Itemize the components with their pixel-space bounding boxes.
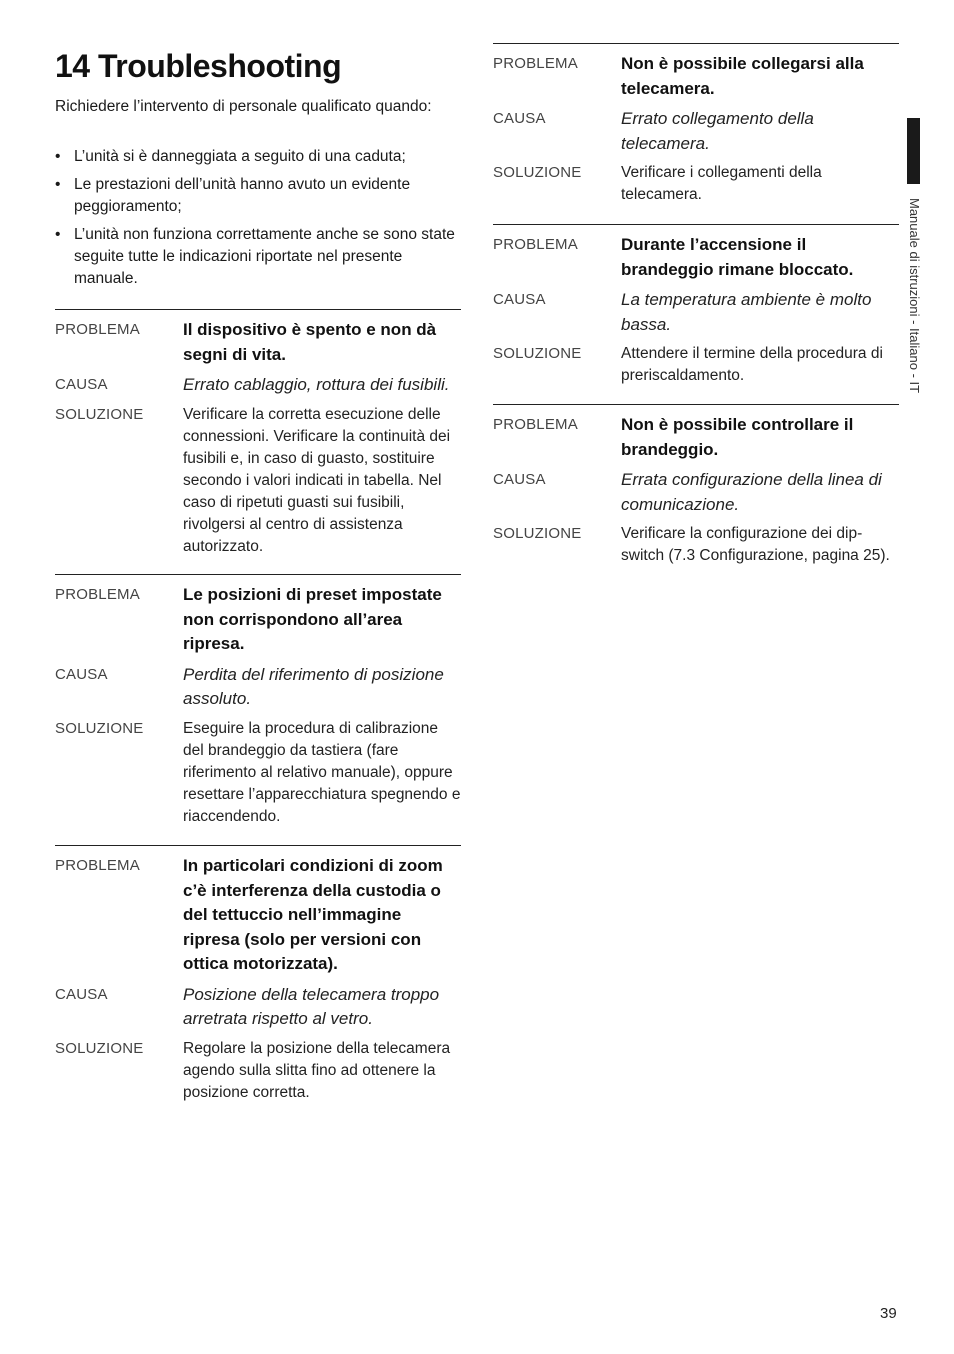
bullet-icon: • bbox=[55, 176, 61, 193]
intro-text: Richiedere l’intervento di personale qualificato quando: bbox=[55, 98, 432, 115]
bullet-icon: • bbox=[55, 226, 61, 243]
cause-label: CAUSA bbox=[55, 665, 108, 683]
solution-label: SOLUZIONE bbox=[55, 405, 144, 423]
cause-label: CAUSA bbox=[55, 376, 108, 393]
problem-label: PROBLEMA bbox=[55, 321, 140, 338]
solution-text: Regolare la posizione della telecamera agendo sulla slitta fino ad ottenere la posizione corretta. bbox=[183, 1039, 451, 1101]
problem-text: Non è possibile controllare il brandeggio. bbox=[621, 415, 854, 459]
list-item-text: L’unità si è danneggiata a seguito di una caduta; bbox=[74, 148, 406, 165]
problem-label: PROBLEMA bbox=[493, 55, 578, 72]
problem-text: Il dispositivo è spento e non dà segni di vita. bbox=[183, 320, 437, 364]
solution-label: SOLUZIONE bbox=[493, 345, 582, 362]
list-item-text: L’unità non funziona correttamente anche se sono state seguite tutte le indicazioni riportate nel presente manuale. bbox=[74, 226, 455, 287]
conditions-list bbox=[55, 146, 460, 296]
side-label: Manuale di istruzioni - Italiano - IT bbox=[907, 198, 922, 394]
problem-label: PROBLEMA bbox=[493, 236, 578, 253]
troubleshooting-entry bbox=[55, 845, 461, 1110]
troubleshooting-entry bbox=[493, 43, 899, 212]
troubleshooting-entry bbox=[55, 574, 461, 834]
bullet-icon: • bbox=[55, 148, 61, 165]
problem-text: Durante l’accensione il brandeggio rimane bloccato. bbox=[621, 235, 854, 279]
cause-text: Errato collegamento della telecamera. bbox=[621, 109, 814, 153]
list-item-text: Le prestazioni dell’unità hanno avuto un evidente peggioramento; bbox=[74, 176, 411, 215]
cause-label: CAUSA bbox=[493, 110, 546, 127]
section-tab-marker bbox=[907, 118, 920, 184]
cause-label: CAUSA bbox=[55, 985, 108, 1003]
cause-text: Perdita del riferimento di posizione assoluto. bbox=[183, 664, 444, 708]
solution-label: SOLUZIONE bbox=[493, 164, 582, 181]
solution-label: SOLUZIONE bbox=[493, 525, 582, 542]
solution-text: Attendere il termine della procedura di preriscaldamento. bbox=[621, 345, 883, 384]
list-item bbox=[55, 174, 460, 218]
troubleshooting-entry bbox=[493, 404, 899, 573]
list-item bbox=[55, 224, 460, 290]
troubleshooting-entry bbox=[55, 309, 461, 564]
cause-label: CAUSA bbox=[493, 291, 546, 308]
problem-label: PROBLEMA bbox=[55, 857, 140, 874]
problem-label: PROBLEMA bbox=[493, 416, 578, 433]
list-item bbox=[55, 146, 460, 168]
solution-label: SOLUZIONE bbox=[55, 1039, 144, 1057]
solution-text: Verificare i collegamenti della telecamera. bbox=[621, 164, 822, 203]
solution-label: SOLUZIONE bbox=[55, 719, 144, 737]
page-number: 39 bbox=[880, 1305, 897, 1322]
cause-text: Posizione della telecamera troppo arretrata rispetto al vetro. bbox=[183, 984, 440, 1028]
problem-text: In particolari condizioni di zoom c’è interferenza della custodia o del tettuccio nell’immagine ripresa (solo per versioni con ottica motorizzata). bbox=[183, 856, 443, 973]
troubleshooting-entry bbox=[493, 224, 899, 393]
solution-text: Verificare la configurazione dei dip-switch (7.3 Configurazione, pagina 25). bbox=[621, 525, 890, 564]
solution-text: Verificare la corretta esecuzione delle connessioni. Verificare la continuità dei fusibili e, in caso di guasto, sostituire secondo i valori indicati in tabella. Nel caso di ripetuti guasti sui fusibili, rivolgersi al centro di assistenza autorizzato. bbox=[183, 405, 451, 555]
cause-label: CAUSA bbox=[493, 471, 546, 488]
problem-text: Non è possibile collegarsi alla telecamera. bbox=[621, 54, 864, 98]
problem-label: PROBLEMA bbox=[55, 586, 140, 603]
problem-text: Le posizioni di preset impostate non corrispondono all’area ripresa. bbox=[183, 585, 442, 653]
page-title: 14 Troubleshooting bbox=[55, 48, 342, 84]
cause-text: Errata configurazione della linea di comunicazione. bbox=[621, 470, 882, 514]
cause-text: Errato cablaggio, rottura dei fusibili. bbox=[183, 375, 450, 394]
cause-text: La temperatura ambiente è molto bassa. bbox=[621, 290, 872, 334]
solution-text: Eseguire la procedura di calibrazione del brandeggio da tastiera (fare riferimento al relativo manuale), oppure resettare l’apparecchiatura spegnendo e riaccendendo. bbox=[183, 719, 461, 825]
